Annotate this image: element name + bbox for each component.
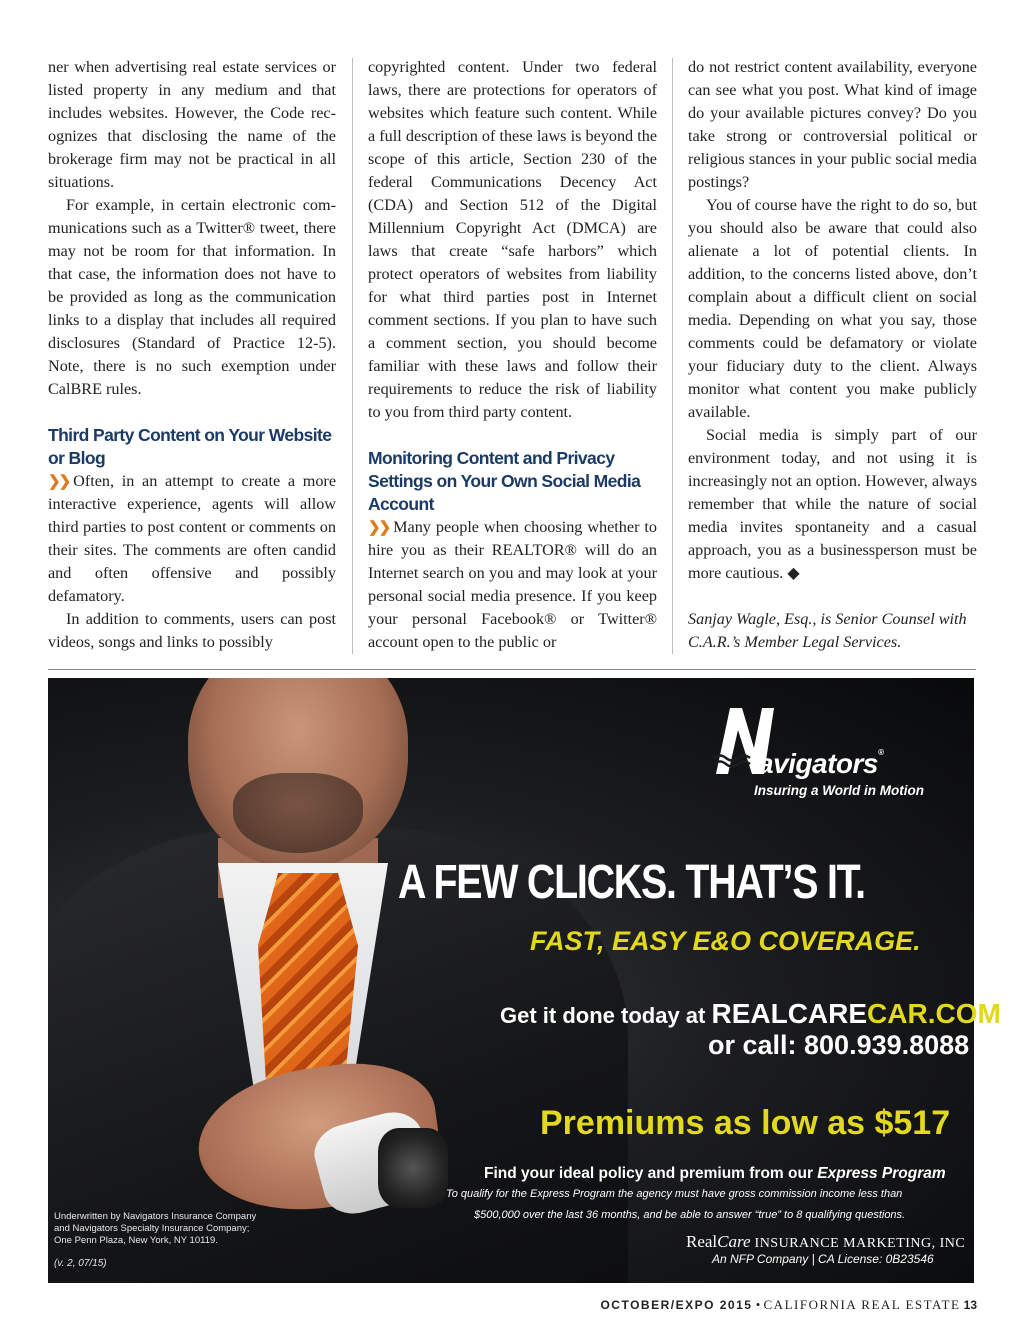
- ad-qualify-line: To qualify for the Express Program the agency must have gross commission income less than: [446, 1188, 903, 1200]
- website-domain: CAR.COM: [867, 998, 1001, 1029]
- issue-date: OCTOBER/EXPO 2015: [600, 1298, 753, 1312]
- ad-underwriter: Underwritten by Navigators Insurance Company: [54, 1211, 257, 1222]
- column-divider: [672, 58, 673, 654]
- publication-name: CALIFORNIA REAL ESTATE: [763, 1297, 961, 1312]
- ad-version: (v. 2, 07/15): [54, 1258, 107, 1269]
- ad-qualify-line: $500,000 over the last 36 months, and be able to answer “true” to 8 qualifying questions.: [474, 1209, 906, 1221]
- realcare-logo: RealCare INSURANCE MARKETING, INC: [686, 1232, 966, 1251]
- page-footer: [600, 1297, 977, 1313]
- website-name: REALCARE: [711, 998, 868, 1029]
- ad-express-program: Find your ideal policy and premium from our Express Program: [484, 1165, 946, 1182]
- ad-headline: A FEW CLICKS. THAT’S IT.: [398, 856, 865, 909]
- ad-underwriter: and Navigators Specialty Insurance Company;: [54, 1223, 250, 1234]
- ad-license: An NFP Company | CA License: 0B23546: [712, 1252, 934, 1266]
- ad-premium: Premiums as low as $517: [540, 1104, 951, 1142]
- article-column-3: [688, 56, 977, 654]
- article-column-2: [368, 56, 657, 654]
- logo-tagline: Insuring a World in Motion: [754, 783, 924, 798]
- horizontal-rule: [48, 669, 976, 670]
- paragraph: You of course have the right to do so, but you should also be aware that could also alienate a lot of potential clients. In addition, to the concerns listed above, don’t complain about a difficult client on social media. Depending on what you say, those comments could be defamatory or violate your fiduciary duty to the client. Always monitor what content you make publicly available.: [688, 196, 977, 421]
- author-byline: Sanjay Wagle, Esq., is Senior Counsel with C.A.R.’s Member Legal Services.: [688, 610, 967, 651]
- paragraph: ner when advertising real estate services or listed property in any medium and that includes websites. However, the Code recognizes that disclosing the name of the brokerage firm may not be practical in all situations.: [48, 58, 336, 191]
- section-heading: Monitoring Content and Privacy Settings on Your Own Social Media Account: [368, 448, 641, 514]
- section-heading: Third Party Content on Your Website or Blog: [48, 425, 332, 468]
- paragraph: In addition to comments, users can post videos, songs and links to possibly: [48, 610, 336, 651]
- article-column-1: [48, 56, 336, 654]
- paragraph: Often, in an attempt to create a more interactive experience, agents will allow third parties to post content or comments on their sites. The comments are often candid and often offensive and possibly defamatory.: [48, 472, 336, 605]
- ad-photo-watch: [378, 1128, 448, 1208]
- paragraph: Many people when choosing whether to hire you as their REALTOR® will do an Internet search on you and may look at your personal social media presence. If you keep your personal Facebook® or Twitter® account open to the public or: [368, 518, 657, 651]
- chevron-icon: ❯❯: [368, 519, 390, 536]
- paragraph: do not restrict content availability, everyone can see what you post. What kind of image do your available pictures convey? Do you take strong or controversial political or religious stances in your public social media postings?: [688, 58, 977, 191]
- navigators-logo: [712, 708, 972, 798]
- ad-underwriter-address: One Penn Plaza, New York, NY 10119.: [54, 1235, 218, 1246]
- page-number: 13: [963, 1298, 977, 1312]
- paragraph: copyrighted content. Under two federal laws, there are protections for operators of websites which feature such content. While a full description of these laws is beyond the scope of this article, Section 230 of the federal Communications Decency Act (CDA) and Section 512 of the Digital Millennium Copyright Act (DMCA) are laws that create “safe harbors” which protect operators of websites from liability for what third parties post in Internet comment sections. If you plan to have such a comment section, you should become familiar with these laws and follow their requirements to reduce the risk of liability to you from third party content.: [368, 58, 657, 421]
- column-divider: [352, 58, 353, 654]
- footer-bullet: •: [755, 1297, 761, 1312]
- chevron-icon: ❯❯: [48, 473, 70, 490]
- paragraph: Social media is simply part of our environment today, and not using it is increasingly not an option. However, always remember that while the nature of social media invites spontaneity and a casual approach, you as a businessperson must be more cautious. ◆: [688, 426, 977, 582]
- ad-website-line: Get it done today at REALCARECAR.COM: [500, 998, 1001, 1029]
- ad-phone: or call: 800.939.8088: [708, 1030, 970, 1060]
- paragraph: For example, in certain electronic communications such as a Twitter® tweet, there may not be room for that information. In that case, the information does not have to be provided as long as the communication links to a display that includes all required disclosures (Standard of Practice 12-5). Note, there is no such exemption under CalBRE rules.: [48, 196, 336, 398]
- logo-wordmark: avigators®: [758, 748, 884, 779]
- ad-photo-beard: [233, 773, 363, 853]
- ad-subheadline: FAST, EASY E&O COVERAGE.: [530, 926, 921, 956]
